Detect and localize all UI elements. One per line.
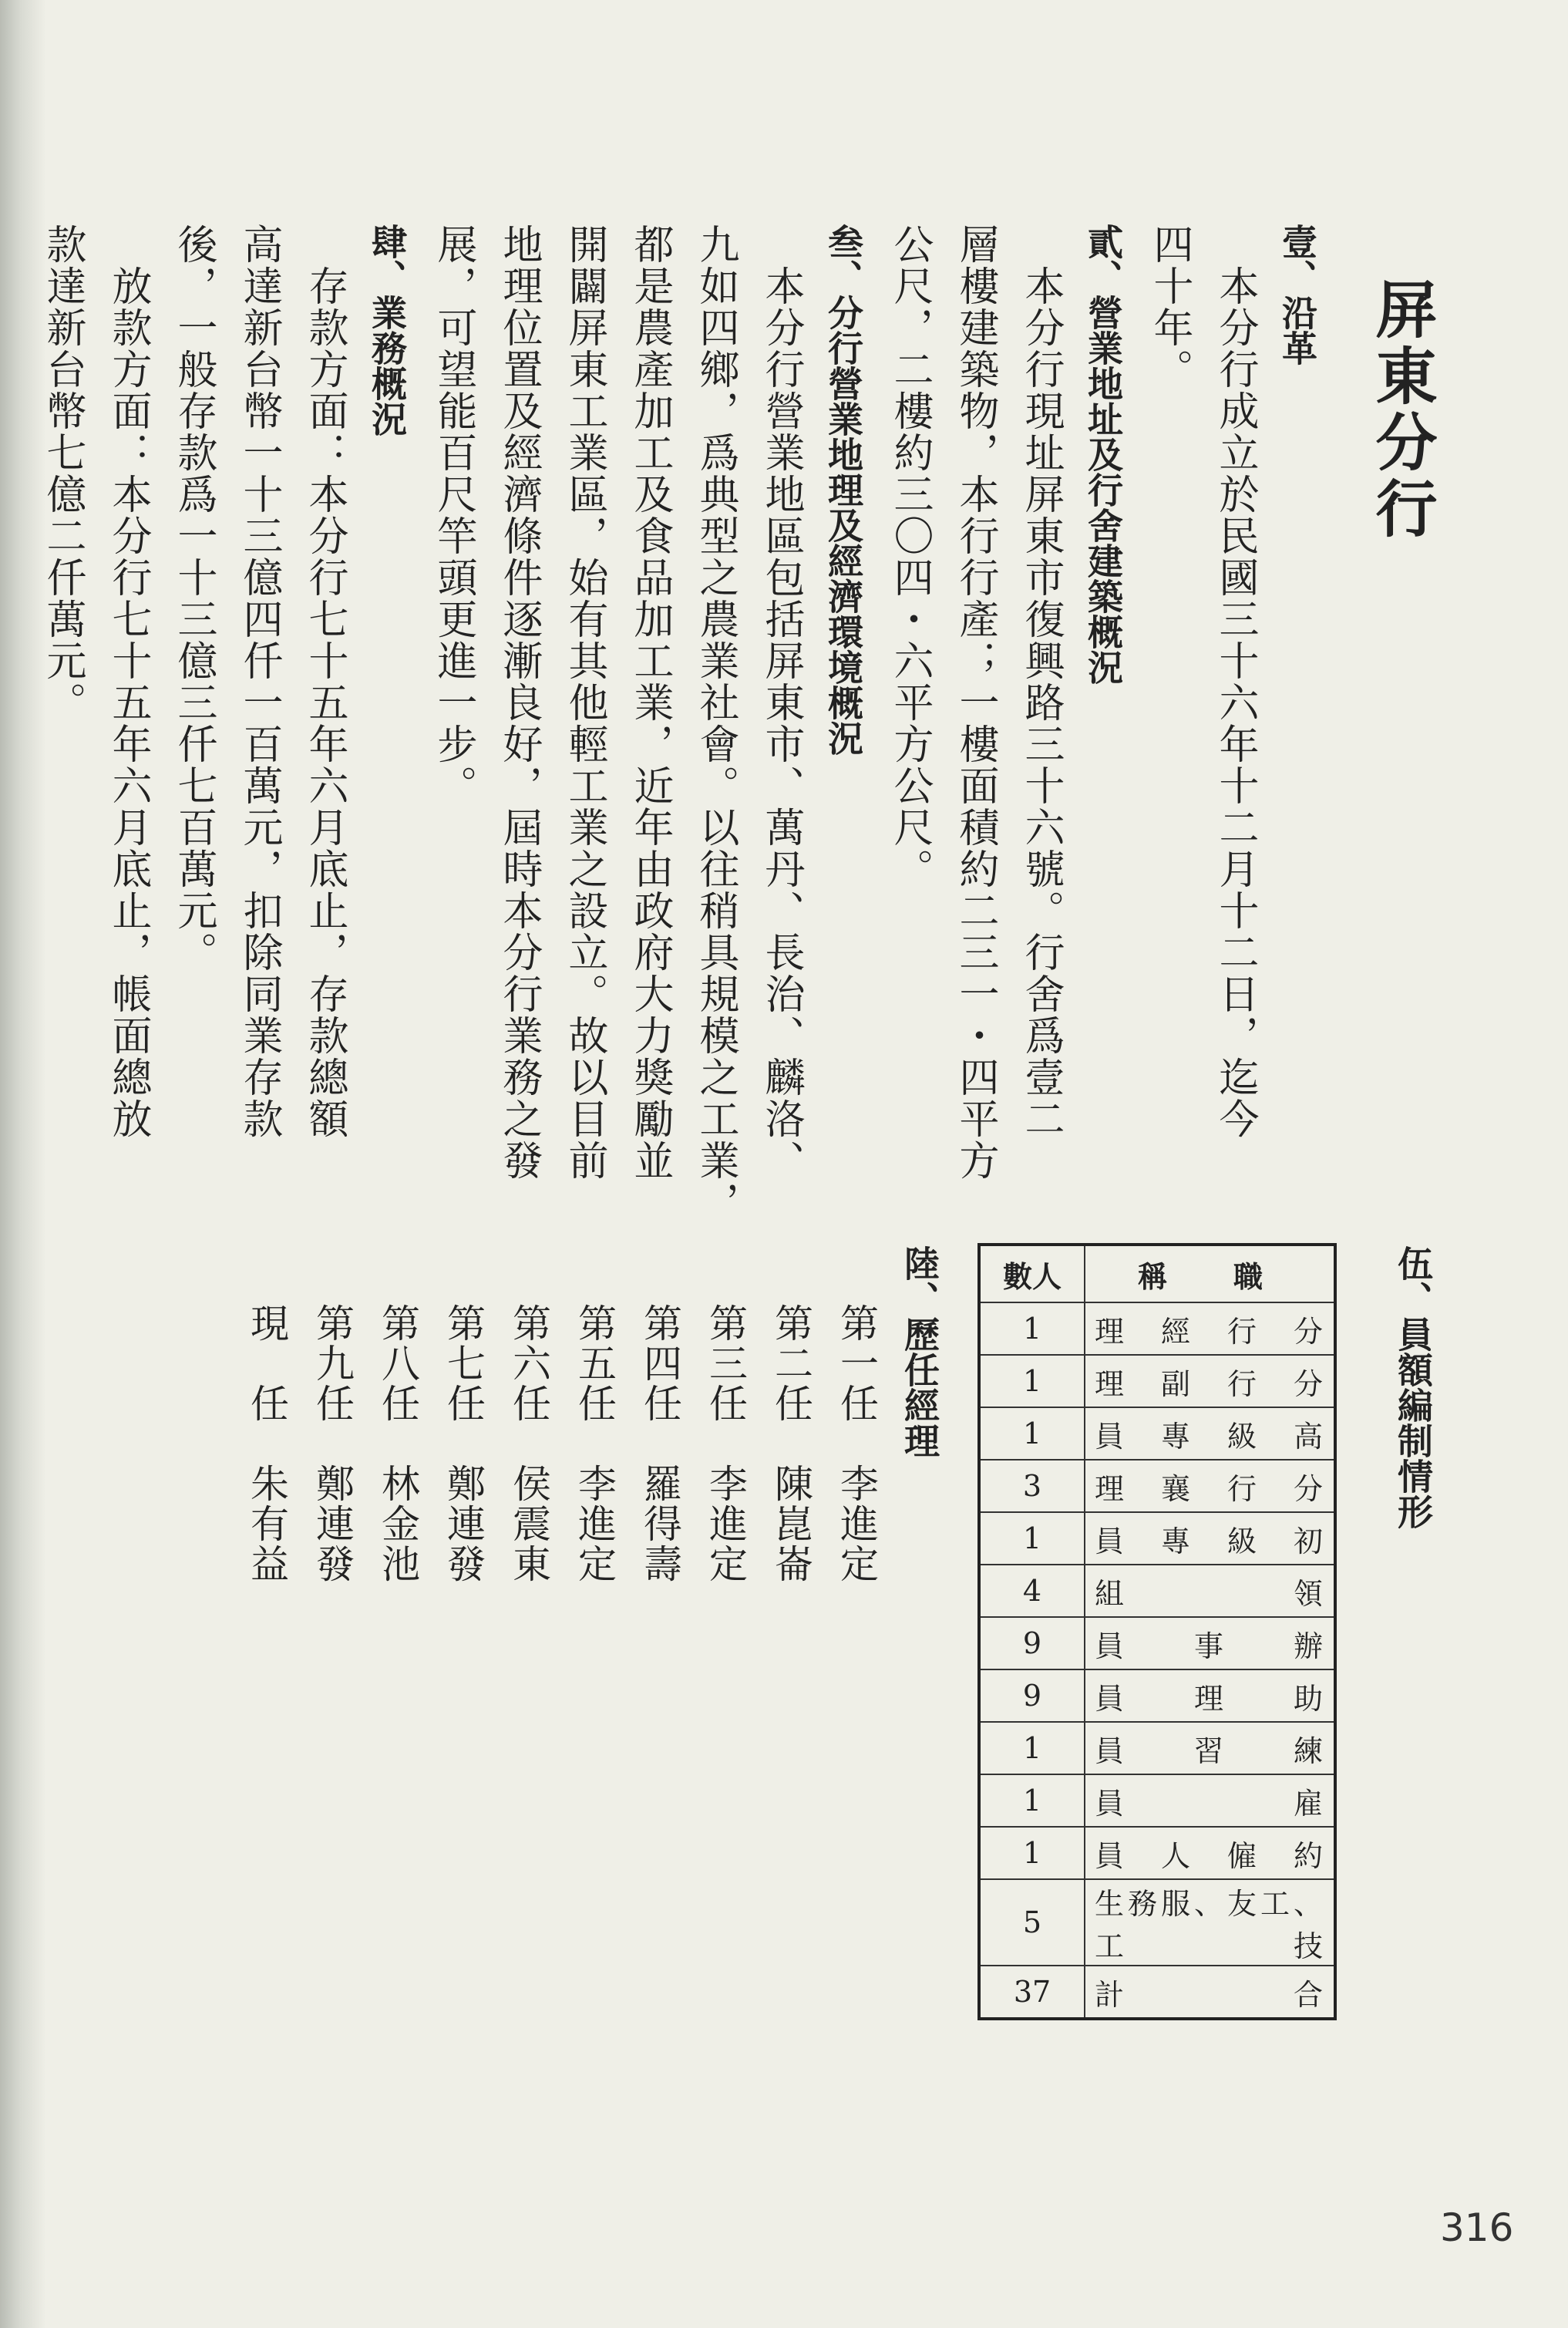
staff-title: 理襄行分: [1085, 1460, 1335, 1512]
section-heading-geography: 叁、分行營業地理及經濟環境概況: [823, 224, 864, 756]
staff-title: 員人僱約: [1085, 1827, 1335, 1879]
manager-entry: 現 任 朱有益: [244, 1303, 289, 1584]
manager-entry: 第一任 李進定: [834, 1303, 879, 1584]
staff-title: 員事辦: [1085, 1617, 1335, 1669]
staff-title: 理經行分: [1085, 1302, 1335, 1355]
staff-count: 1: [979, 1827, 1085, 1879]
history-line-1: 本分行成立於民國三十六年十二月十二日，迄今: [1212, 224, 1258, 1140]
staff-count: 1: [979, 1774, 1085, 1827]
business-line-2: 高達新台幣一十三億四仟一百萬元，扣除同業存款: [236, 224, 282, 1140]
page-title: 屏東分行: [1365, 278, 1437, 543]
staff-count: 3: [979, 1460, 1085, 1512]
geography-line-5: 地理位置及經濟條件逐漸良好，屆時本分行業務之發: [496, 224, 542, 1181]
staff-title: 員專級初: [1085, 1512, 1335, 1565]
address-line-2: 層樓建築物，本行行產；一樓面積約二三一・四平方: [952, 224, 998, 1181]
geography-line-2: 九如四鄉，爲典型之農業社會。以往稍具規模之工業，: [692, 224, 739, 1223]
staff-title: 員雇: [1085, 1774, 1335, 1827]
section-heading-history: 壹、沿革: [1277, 224, 1318, 366]
staff-count: 1: [979, 1512, 1085, 1565]
staff-title: 員習練: [1085, 1722, 1335, 1774]
manager-entry: 第六任 侯震東: [506, 1303, 551, 1584]
section-heading-staff: 伍、員額編制情形: [1392, 1245, 1434, 1529]
staff-title: 員理助: [1085, 1669, 1335, 1722]
staff-title: 生務服、友工、工技: [1085, 1879, 1335, 1966]
table-row: [979, 1774, 1335, 1827]
table-header-row: [979, 1245, 1335, 1302]
business-line-3: 後，一般存款爲一十三億三仟七百萬元。: [170, 224, 217, 973]
address-line-3: 公尺，二樓約三〇四・六平方公尺。: [887, 224, 933, 890]
staff-count: 9: [979, 1617, 1085, 1669]
manager-entry: 第二任 陳崑崙: [769, 1303, 813, 1584]
section-heading-managers: 陸、歷任經理: [899, 1245, 940, 1458]
staff-title: 組領: [1085, 1565, 1335, 1617]
table-row: [979, 1966, 1335, 2019]
staff-title: 計合: [1085, 1966, 1335, 2019]
geography-line-3: 都是農產加工及食品加工業，近年由政府大力獎勵並: [627, 224, 673, 1181]
staff-count: 5: [979, 1879, 1085, 1966]
manager-entry: 第四任 羅得壽: [638, 1303, 682, 1584]
table-row: [979, 1722, 1335, 1774]
manager-entry: 第七任 鄭連發: [441, 1303, 486, 1584]
table-row: [979, 1355, 1335, 1407]
staff-count: 9: [979, 1669, 1085, 1722]
table-row: [979, 1669, 1335, 1722]
staff-count: 4: [979, 1565, 1085, 1617]
staff-count: 37: [979, 1966, 1085, 2019]
business-line-4: 放款方面：本分行七十五年六月底止，帳面總放: [105, 224, 151, 1140]
table-row: [979, 1827, 1335, 1879]
manager-entry: 第九任 鄭連發: [310, 1303, 355, 1584]
staff-title: 員專級高: [1085, 1407, 1335, 1460]
manager-entry: 第三任 李進定: [703, 1303, 748, 1584]
staff-count: 1: [979, 1355, 1085, 1407]
table-row: [979, 1407, 1335, 1460]
geography-line-6: 展，可望能百尺竿頭更進一步。: [430, 224, 476, 807]
section-heading-business: 肆、業務概況: [366, 224, 408, 436]
manager-entry: 第八任 林金池: [375, 1303, 420, 1584]
staff-count: 1: [979, 1407, 1085, 1460]
table-row: [979, 1460, 1335, 1512]
table-row: [979, 1302, 1335, 1355]
business-line-1: 存款方面：本分行七十五年六月底止，存款總額: [301, 224, 348, 1140]
business-line-5: 款達新台幣七億二仟萬元。: [39, 224, 86, 723]
geography-line-1: 本分行營業地區包括屏東市、萬丹、長治、麟洛、: [758, 224, 804, 1181]
history-line-2: 四十年。: [1146, 224, 1193, 390]
address-line-1: 本分行現址屏東市復興路三十六號。行舍爲壹二: [1018, 224, 1064, 1140]
page-number: 316: [1440, 2205, 1514, 2250]
geography-line-4: 開闢屏東工業區，始有其他輕工業之設立。故以目前: [561, 224, 607, 1181]
table-row: [979, 1512, 1335, 1565]
table-row: [979, 1617, 1335, 1669]
staff-count: 1: [979, 1722, 1085, 1774]
staff-title: 理副行分: [1085, 1355, 1335, 1407]
table-row: [979, 1565, 1335, 1617]
table-row: [979, 1879, 1335, 1966]
staff-count: 1: [979, 1302, 1085, 1355]
col-title-header: 稱 職: [1085, 1245, 1335, 1302]
section-heading-address: 貳、營業地址及行舍建築概況: [1082, 224, 1124, 685]
col-count-header: 數人: [979, 1245, 1085, 1302]
manager-entry: 第五任 李進定: [572, 1303, 617, 1584]
staff-table: [977, 1243, 1337, 2020]
